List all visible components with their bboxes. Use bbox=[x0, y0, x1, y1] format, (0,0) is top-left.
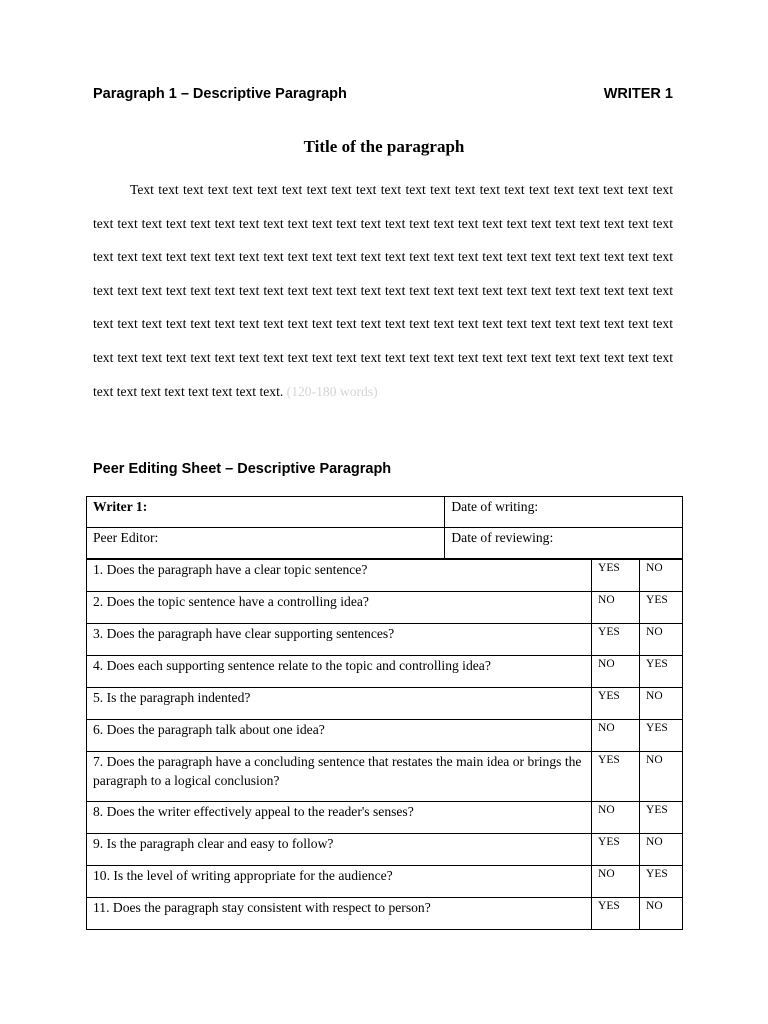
answer-option-second[interactable]: NO bbox=[640, 624, 683, 656]
paragraph-body bbox=[93, 173, 673, 408]
date-writing-label: Date of writing: bbox=[451, 499, 539, 514]
answer-option-second[interactable]: NO bbox=[640, 560, 683, 592]
answer-option-first[interactable]: NO bbox=[592, 866, 640, 898]
question-text: 1. Does the paragraph have a clear topic sentence? bbox=[87, 560, 592, 592]
answer-option-first[interactable]: NO bbox=[592, 802, 640, 834]
answer-option-second[interactable]: NO bbox=[640, 898, 683, 930]
question-text: 7. Does the paragraph have a concluding sentence that restates the main idea or brings the paragraph to a logical conclusion? bbox=[87, 752, 592, 802]
question-row bbox=[87, 834, 683, 866]
writer-field-label: Writer 1: bbox=[93, 499, 148, 514]
answer-option-second[interactable]: YES bbox=[640, 656, 683, 688]
question-row bbox=[87, 752, 683, 802]
writer-label: WRITER 1 bbox=[603, 86, 673, 102]
info-row bbox=[87, 497, 683, 528]
question-text: 11. Does the paragraph stay consistent with respect to person? bbox=[87, 898, 592, 930]
question-row bbox=[87, 866, 683, 898]
answer-option-first[interactable]: YES bbox=[592, 834, 640, 866]
question-text: 5. Is the paragraph indented? bbox=[87, 688, 592, 720]
answer-option-first[interactable]: YES bbox=[592, 688, 640, 720]
page-header bbox=[93, 86, 673, 106]
answer-option-first[interactable]: YES bbox=[592, 752, 640, 802]
answer-option-second[interactable]: YES bbox=[640, 720, 683, 752]
question-row bbox=[87, 560, 683, 592]
answer-option-second[interactable]: YES bbox=[640, 592, 683, 624]
answer-option-second[interactable]: NO bbox=[640, 752, 683, 802]
answer-option-first[interactable]: NO bbox=[592, 592, 640, 624]
assignment-label: Paragraph 1 – Descriptive Paragraph bbox=[93, 86, 347, 102]
answer-option-second[interactable]: NO bbox=[640, 834, 683, 866]
question-row bbox=[87, 802, 683, 834]
question-text: 8. Does the writer effectively appeal to the reader's senses? bbox=[87, 802, 592, 834]
answer-option-first[interactable]: YES bbox=[592, 560, 640, 592]
date-reviewing-cell bbox=[445, 528, 683, 559]
questions-table bbox=[86, 559, 683, 930]
answer-option-first[interactable]: NO bbox=[592, 720, 640, 752]
date-writing-cell bbox=[445, 497, 683, 528]
peer-sheet-title: Peer Editing Sheet – Descriptive Paragraph bbox=[93, 461, 392, 477]
question-text: 9. Is the paragraph clear and easy to follow? bbox=[87, 834, 592, 866]
date-reviewing-label: Date of reviewing: bbox=[451, 530, 554, 545]
word-count-hint: (120-180 words) bbox=[286, 383, 378, 399]
answer-option-first[interactable]: NO bbox=[592, 656, 640, 688]
question-text: 3. Does the paragraph have clear supporting sentences? bbox=[87, 624, 592, 656]
peer-editor-cell bbox=[87, 528, 445, 559]
answer-option-second[interactable]: YES bbox=[640, 866, 683, 898]
question-row bbox=[87, 592, 683, 624]
answer-option-second[interactable]: YES bbox=[640, 802, 683, 834]
question-text: 6. Does the paragraph talk about one idea? bbox=[87, 720, 592, 752]
question-text: 2. Does the topic sentence have a controlling idea? bbox=[87, 592, 592, 624]
info-row bbox=[87, 528, 683, 559]
paragraph-text: Text text text text text text text text text text text text text text text text text text text text text text text text text text text text text text text text text text text text text text text text text text text text text text text text text text text text text text text text text text text text text text text text text text text text text text text text text text text text text text text text text text text text text text text text text text text text text text text text text text text text text text text text text text text text text text text text text text text text text text text text text text text text text text text text text text text text text text text text text text text text text text text text text text text text text text. bbox=[93, 182, 673, 399]
question-row bbox=[87, 720, 683, 752]
peer-editor-label: Peer Editor: bbox=[93, 530, 159, 545]
answer-option-first[interactable]: YES bbox=[592, 624, 640, 656]
question-text: 10. Is the level of writing appropriate for the audience? bbox=[87, 866, 592, 898]
answer-option-second[interactable]: NO bbox=[640, 688, 683, 720]
paragraph-title: Title of the paragraph bbox=[303, 137, 465, 156]
question-row bbox=[87, 898, 683, 930]
answer-option-first[interactable]: YES bbox=[592, 898, 640, 930]
question-row bbox=[87, 656, 683, 688]
writer-cell bbox=[87, 497, 445, 528]
question-row bbox=[87, 688, 683, 720]
question-text: 4. Does each supporting sentence relate to the topic and controlling idea? bbox=[87, 656, 592, 688]
question-row bbox=[87, 624, 683, 656]
peer-info-table bbox=[86, 496, 683, 559]
